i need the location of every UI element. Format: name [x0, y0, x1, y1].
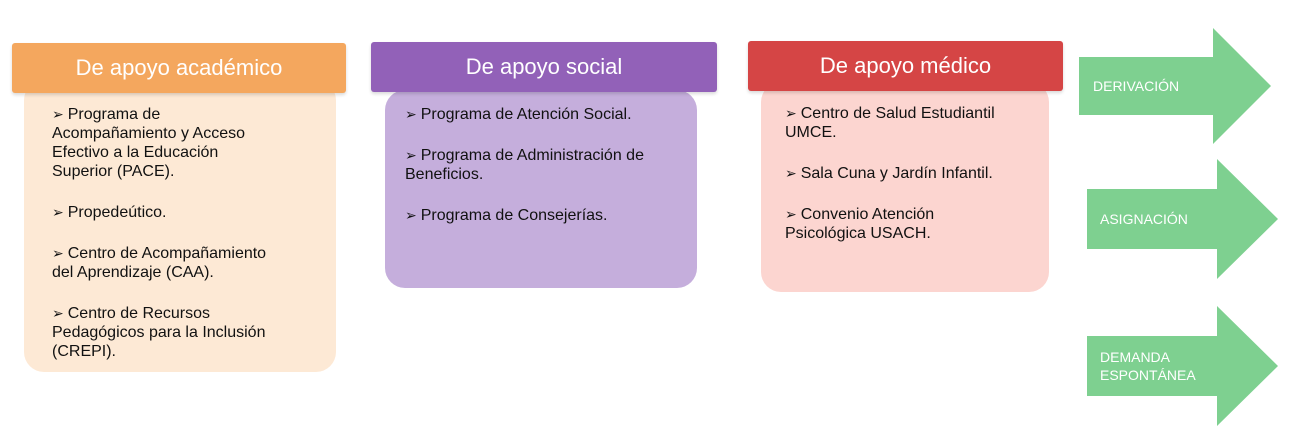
- list-item: ➢ Sala Cuna y Jardín Infantil.: [785, 165, 993, 182]
- arrow-label: DERIVACIÓN: [1093, 78, 1180, 94]
- arrow-label: ASIGNACIÓN: [1100, 211, 1188, 227]
- bullet-icon: ➢: [785, 165, 797, 181]
- list-item: ➢ Propedeútico.: [52, 204, 167, 221]
- arrow-label: DEMANDA ESPONTÁNEA: [1100, 349, 1196, 383]
- header-apoyo-medico: [748, 41, 1063, 91]
- list-item: ➢ Programa de Atención Social.: [405, 106, 632, 123]
- list-item: ➢ Centro de Recursos Pedagógicos para la Inclusión (CREPI).: [52, 305, 266, 360]
- bullet-icon: ➢: [52, 245, 64, 261]
- panel-apoyo-medico: [761, 82, 1049, 292]
- bullet-icon: ➢: [52, 106, 64, 122]
- list-item: ➢ Centro de Acompañamiento del Aprendizaje (CAA).: [52, 245, 267, 281]
- arrow-asignacion: [1087, 159, 1278, 279]
- bullet-icon: ➢: [52, 204, 64, 220]
- header-title: De apoyo académico: [75, 55, 283, 80]
- list-item: ➢ Centro de Salud Estudiantil UMCE.: [785, 105, 995, 141]
- bullet-icon: ➢: [405, 106, 417, 122]
- header-title: De apoyo social: [465, 54, 623, 79]
- list-item: ➢ Programa de Acompañamiento y Acceso Efectivo a la Educación Superior (PACE).: [52, 106, 245, 180]
- header-title: De apoyo médico: [819, 53, 992, 78]
- list-item: ➢ Programa de Administración de Beneficios.: [405, 147, 644, 183]
- arrow-demanda-espontanea: [1087, 306, 1278, 426]
- header-apoyo-social: [371, 42, 717, 92]
- header-apoyo-academico: [12, 43, 346, 93]
- bullet-icon: ➢: [52, 305, 64, 321]
- bullet-icon: ➢: [785, 206, 797, 222]
- bullet-icon: ➢: [785, 105, 797, 121]
- list-item: ➢ Programa de Consejerías.: [405, 207, 608, 224]
- panel-apoyo-academico: [24, 80, 336, 372]
- list-item: ➢ Convenio Atención Psicológica USACH.: [785, 206, 935, 242]
- bullet-icon: ➢: [405, 207, 417, 223]
- panel-apoyo-social: [385, 90, 697, 288]
- bullet-icon: ➢: [405, 147, 417, 163]
- arrow-derivacion: [1079, 28, 1271, 144]
